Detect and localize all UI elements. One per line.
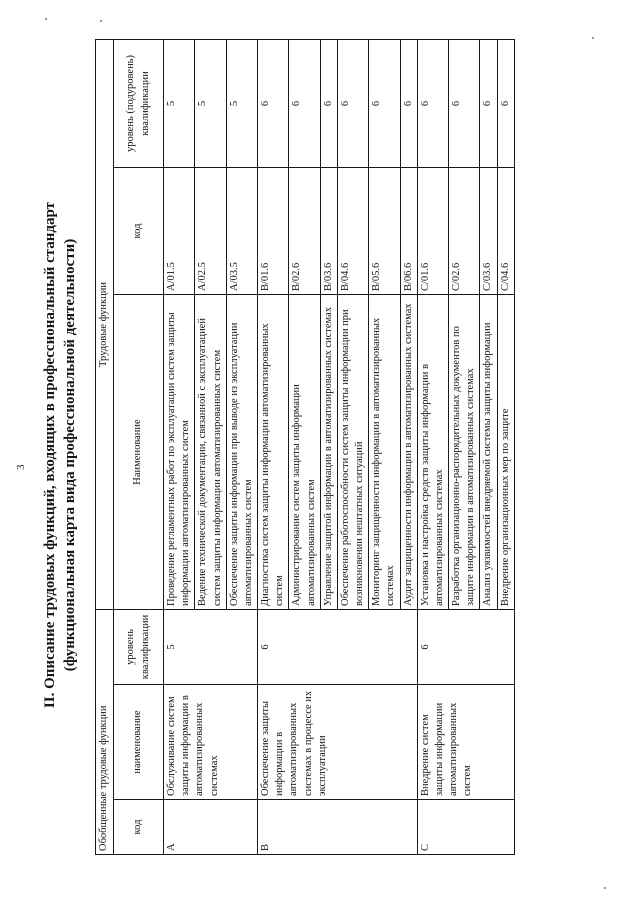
function-name: Установка и настройка средств защиты информации в автоматизированных системах xyxy=(417,295,448,610)
function-code: B/06.6 xyxy=(400,168,417,295)
group-level: 6 xyxy=(258,610,418,685)
function-code: B/03.6 xyxy=(320,168,337,295)
function-code: A/01.5 xyxy=(164,168,195,295)
header-row-bottom xyxy=(114,39,164,854)
function-code: C/01.6 xyxy=(417,168,448,295)
function-name: Управление защитой информации в автоматизированных системах xyxy=(320,295,337,610)
table-row xyxy=(258,39,289,854)
function-level: 5 xyxy=(195,39,226,167)
function-level: 6 xyxy=(369,39,400,167)
function-code: B/05.6 xyxy=(369,168,400,295)
table-row xyxy=(417,39,448,854)
function-name: Разработка организационно-распорядительных документов по защите информации в автоматизированных системах xyxy=(449,295,480,610)
function-name: Диагностика систем защиты информации автоматизированных систем xyxy=(258,295,289,610)
header-function-name: Наименование xyxy=(114,295,164,610)
function-level: 6 xyxy=(320,39,337,167)
header-code: код xyxy=(114,800,164,855)
header-row-top xyxy=(96,39,114,854)
function-level: 6 xyxy=(449,39,480,167)
function-name: Администрирование систем защиты информации автоматизированных систем xyxy=(289,295,320,610)
function-name: Анализ уязвимостей внедряемой системы защиты информации xyxy=(480,295,497,610)
group-name: Внедрение систем защиты информации автоматизированных систем xyxy=(417,685,514,800)
function-name: Мониторинг защищенности информации в автоматизированных системах xyxy=(369,295,400,610)
function-name: Внедрение организационных мер по защите xyxy=(497,295,514,610)
function-level: 6 xyxy=(497,39,514,167)
header-labor-functions: Трудовые функции xyxy=(96,39,114,609)
function-level: 6 xyxy=(258,39,289,167)
functional-map-table xyxy=(95,39,515,855)
function-level: 5 xyxy=(226,39,257,167)
function-name: Проведение регламентных работ по эксплуатации систем защиты информации автоматизированных систем xyxy=(164,295,195,610)
section-title: II. Описание трудовых функций, входящих в профессиональный стандарт xyxy=(42,201,58,709)
function-level: 5 xyxy=(164,39,195,167)
rotated-content xyxy=(0,20,640,890)
header-name: наименование xyxy=(114,685,164,800)
function-code: A/03.5 xyxy=(226,168,257,295)
function-level: 6 xyxy=(400,39,417,167)
function-code: B/01.6 xyxy=(258,168,289,295)
function-code: B/02.6 xyxy=(289,168,320,295)
group-code: B xyxy=(258,800,418,855)
function-code: B/04.6 xyxy=(337,168,368,295)
function-name: Обеспечение защиты информации при выводе из эксплуатации автоматизированных систем xyxy=(226,295,257,610)
function-name: Аудит защищенности информации в автоматизированных системах xyxy=(400,295,417,610)
function-code: C/03.6 xyxy=(480,168,497,295)
function-name: Ведение технической документации, связанной с эксплуатацией систем защиты информации автоматизированных систем xyxy=(195,295,226,610)
function-code: C/02.6 xyxy=(449,168,480,295)
header-generalized-functions: Обобщенные трудовые функции xyxy=(96,610,114,855)
group-name: Обеспечение защиты информации в автоматизированных системах в процессе их эксплуатации xyxy=(258,685,418,800)
table-row xyxy=(164,39,195,854)
group-code: A xyxy=(164,800,258,855)
header-function-level: уровень (подуровень) квалификации xyxy=(114,39,164,167)
section-subtitle: (функциональная карта вида профессиональной деятельности) xyxy=(62,238,78,672)
header-level: уровень квалификации xyxy=(114,610,164,685)
function-code: C/04.6 xyxy=(497,168,514,295)
group-level: 6 xyxy=(417,610,514,685)
function-code: A/02.5 xyxy=(195,168,226,295)
group-code: C xyxy=(417,800,514,855)
header-function-code: код xyxy=(114,168,164,295)
function-level: 6 xyxy=(289,39,320,167)
group-name: Обслуживание систем защиты информации в автоматизированных системах xyxy=(164,685,258,800)
function-name: Обеспечение работоспособности систем защиты информации при возникновении нештатных ситуаций xyxy=(337,295,368,610)
function-level: 6 xyxy=(480,39,497,167)
function-level: 6 xyxy=(337,39,368,167)
table-body xyxy=(96,39,515,854)
page-number: 3 xyxy=(15,464,27,470)
function-level: 6 xyxy=(417,39,448,167)
group-level: 5 xyxy=(164,610,258,685)
